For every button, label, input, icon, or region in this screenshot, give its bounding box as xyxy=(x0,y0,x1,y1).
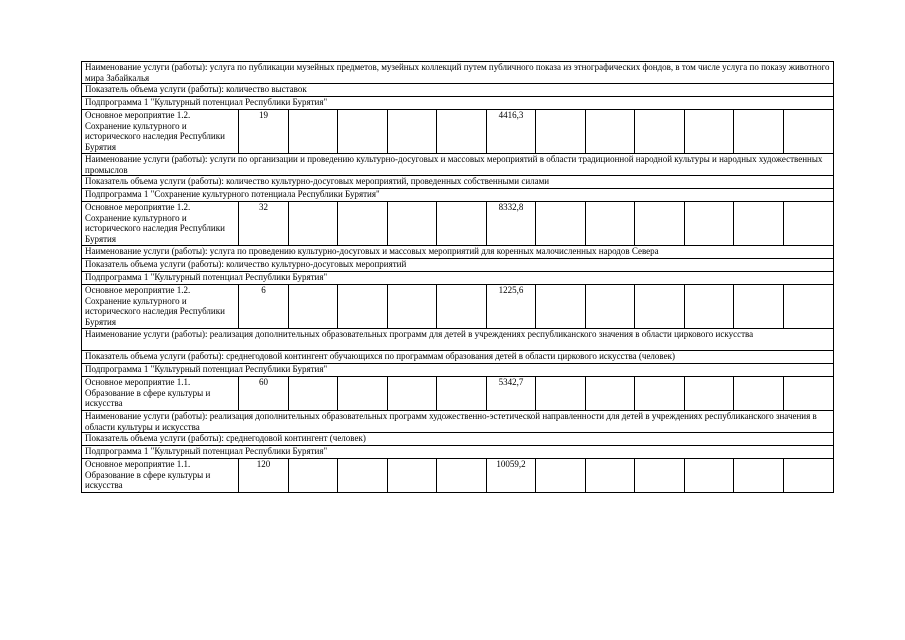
empty-cell xyxy=(586,110,635,154)
empty-cell xyxy=(586,459,635,493)
empty-cell xyxy=(536,110,586,154)
activity-name: Основное мероприятие 1.1. Образование в сфере культуры и искусства xyxy=(82,377,239,411)
service-name: Наименование услуги (работы): реализация дополнительных образовательных программ для детей в учреждениях республиканского значения в области циркового искусства xyxy=(82,329,834,351)
volume-value: 6 xyxy=(239,285,289,329)
service-row xyxy=(82,411,834,433)
empty-cell xyxy=(388,377,437,411)
empty-cell xyxy=(437,459,487,493)
empty-cell xyxy=(734,110,784,154)
subprogram-row xyxy=(82,446,834,459)
empty-cell xyxy=(437,285,487,329)
indicator-row xyxy=(82,351,834,364)
empty-cell xyxy=(586,285,635,329)
service-row xyxy=(82,246,834,259)
indicator-row xyxy=(82,84,834,97)
activity-row xyxy=(82,459,834,493)
empty-cell xyxy=(536,459,586,493)
activity-row xyxy=(82,377,834,411)
empty-cell xyxy=(388,110,437,154)
subprogram-text: Подпрограмма 1 "Культурный потенциал Республики Бурятия" xyxy=(82,272,834,285)
service-row xyxy=(82,154,834,176)
empty-cell xyxy=(289,459,338,493)
subprogram-row xyxy=(82,364,834,377)
empty-cell xyxy=(784,285,834,329)
indicator-row xyxy=(82,176,834,189)
amount-value: 5342,7 xyxy=(487,377,536,411)
empty-cell xyxy=(338,377,388,411)
empty-cell xyxy=(635,202,685,246)
empty-cell xyxy=(388,202,437,246)
amount-value: 4416,3 xyxy=(487,110,536,154)
empty-cell xyxy=(734,202,784,246)
empty-cell xyxy=(734,377,784,411)
empty-cell xyxy=(734,285,784,329)
subprogram-text: Подпрограмма 1 "Культурный потенциал Республики Бурятия" xyxy=(82,97,834,110)
amount-value: 1225,6 xyxy=(487,285,536,329)
volume-value: 120 xyxy=(239,459,289,493)
empty-cell xyxy=(388,285,437,329)
empty-cell xyxy=(338,202,388,246)
empty-cell xyxy=(437,377,487,411)
empty-cell xyxy=(784,202,834,246)
activity-name: Основное мероприятие 1.1. Образование в сфере культуры и искусства xyxy=(82,459,239,493)
indicator-text: Показатель объема услуги (работы): количество выставок xyxy=(82,84,834,97)
indicator-text: Показатель объема услуги (работы): среднегодовой контингент (человек) xyxy=(82,433,834,446)
empty-cell xyxy=(586,202,635,246)
empty-cell xyxy=(536,377,586,411)
empty-cell xyxy=(685,459,734,493)
empty-cell xyxy=(635,285,685,329)
service-name: Наименование услуги (работы): услуга по публикации музейных предметов, музейных коллекций путем публичного показа из этнографических фондов, в том числе услуга по показу животного мира Забайкалья xyxy=(82,62,834,84)
volume-value: 19 xyxy=(239,110,289,154)
table-body xyxy=(82,62,834,493)
empty-cell xyxy=(685,285,734,329)
activity-row xyxy=(82,285,834,329)
empty-cell xyxy=(586,377,635,411)
activity-row xyxy=(82,110,834,154)
service-row xyxy=(82,329,834,351)
empty-cell xyxy=(635,459,685,493)
empty-cell xyxy=(784,377,834,411)
volume-value: 32 xyxy=(239,202,289,246)
service-name: Наименование услуги (работы): реализация дополнительных образовательных программ художественно-эстетической направленности для детей в учреждениях республиканского значения в области культуры и искусства xyxy=(82,411,834,433)
service-row xyxy=(82,62,834,84)
empty-cell xyxy=(289,285,338,329)
empty-cell xyxy=(734,459,784,493)
empty-cell xyxy=(289,110,338,154)
empty-cell xyxy=(437,202,487,246)
amount-value: 10059,2 xyxy=(487,459,536,493)
activity-name: Основное мероприятие 1.2. Сохранение культурного и исторического наследия Республики Бурятия xyxy=(82,202,239,246)
empty-cell xyxy=(685,202,734,246)
indicator-row xyxy=(82,433,834,446)
services-table xyxy=(81,61,834,493)
empty-cell xyxy=(388,459,437,493)
empty-cell xyxy=(536,202,586,246)
amount-value: 8332,8 xyxy=(487,202,536,246)
indicator-text: Показатель объема услуги (работы): среднегодовой контингент обучающихся по программам образования детей в области циркового искусства (человек) xyxy=(82,351,834,364)
empty-cell xyxy=(784,459,834,493)
activity-name: Основное мероприятие 1.2. Сохранение культурного и исторического наследия Республики Бурятия xyxy=(82,110,239,154)
subprogram-text: Подпрограмма 1 "Культурный потенциал Республики Бурятия" xyxy=(82,364,834,377)
volume-value: 60 xyxy=(239,377,289,411)
empty-cell xyxy=(536,285,586,329)
activity-row xyxy=(82,202,834,246)
empty-cell xyxy=(685,110,734,154)
indicator-row xyxy=(82,259,834,272)
empty-cell xyxy=(338,110,388,154)
subprogram-text: Подпрограмма 1 "Сохранение культурного потенциала Республики Бурятия" xyxy=(82,189,834,202)
activity-name: Основное мероприятие 1.2. Сохранение культурного и исторического наследия Республики Бурятия xyxy=(82,285,239,329)
empty-cell xyxy=(338,285,388,329)
empty-cell xyxy=(784,110,834,154)
empty-cell xyxy=(437,110,487,154)
service-name: Наименование услуги (работы): услуги по организации и проведению культурно-досуговых и массовых мероприятий в области традиционной народной культуры и народных художественных промыслов xyxy=(82,154,834,176)
service-name: Наименование услуги (работы): услуга по проведению культурно-досуговых и массовых мероприятий для коренных малочисленных народов Севера xyxy=(82,246,834,259)
empty-cell xyxy=(635,110,685,154)
empty-cell xyxy=(685,377,734,411)
subprogram-text: Подпрограмма 1 "Культурный потенциал Республики Бурятия" xyxy=(82,446,834,459)
indicator-text: Показатель объема услуги (работы): количество культурно-досуговых мероприятий xyxy=(82,259,834,272)
empty-cell xyxy=(289,377,338,411)
indicator-text: Показатель объема услуги (работы): количество культурно-досуговых мероприятий, проведенных собственными силами xyxy=(82,176,834,189)
subprogram-row xyxy=(82,97,834,110)
empty-cell xyxy=(635,377,685,411)
empty-cell xyxy=(289,202,338,246)
subprogram-row xyxy=(82,189,834,202)
empty-cell xyxy=(338,459,388,493)
subprogram-row xyxy=(82,272,834,285)
